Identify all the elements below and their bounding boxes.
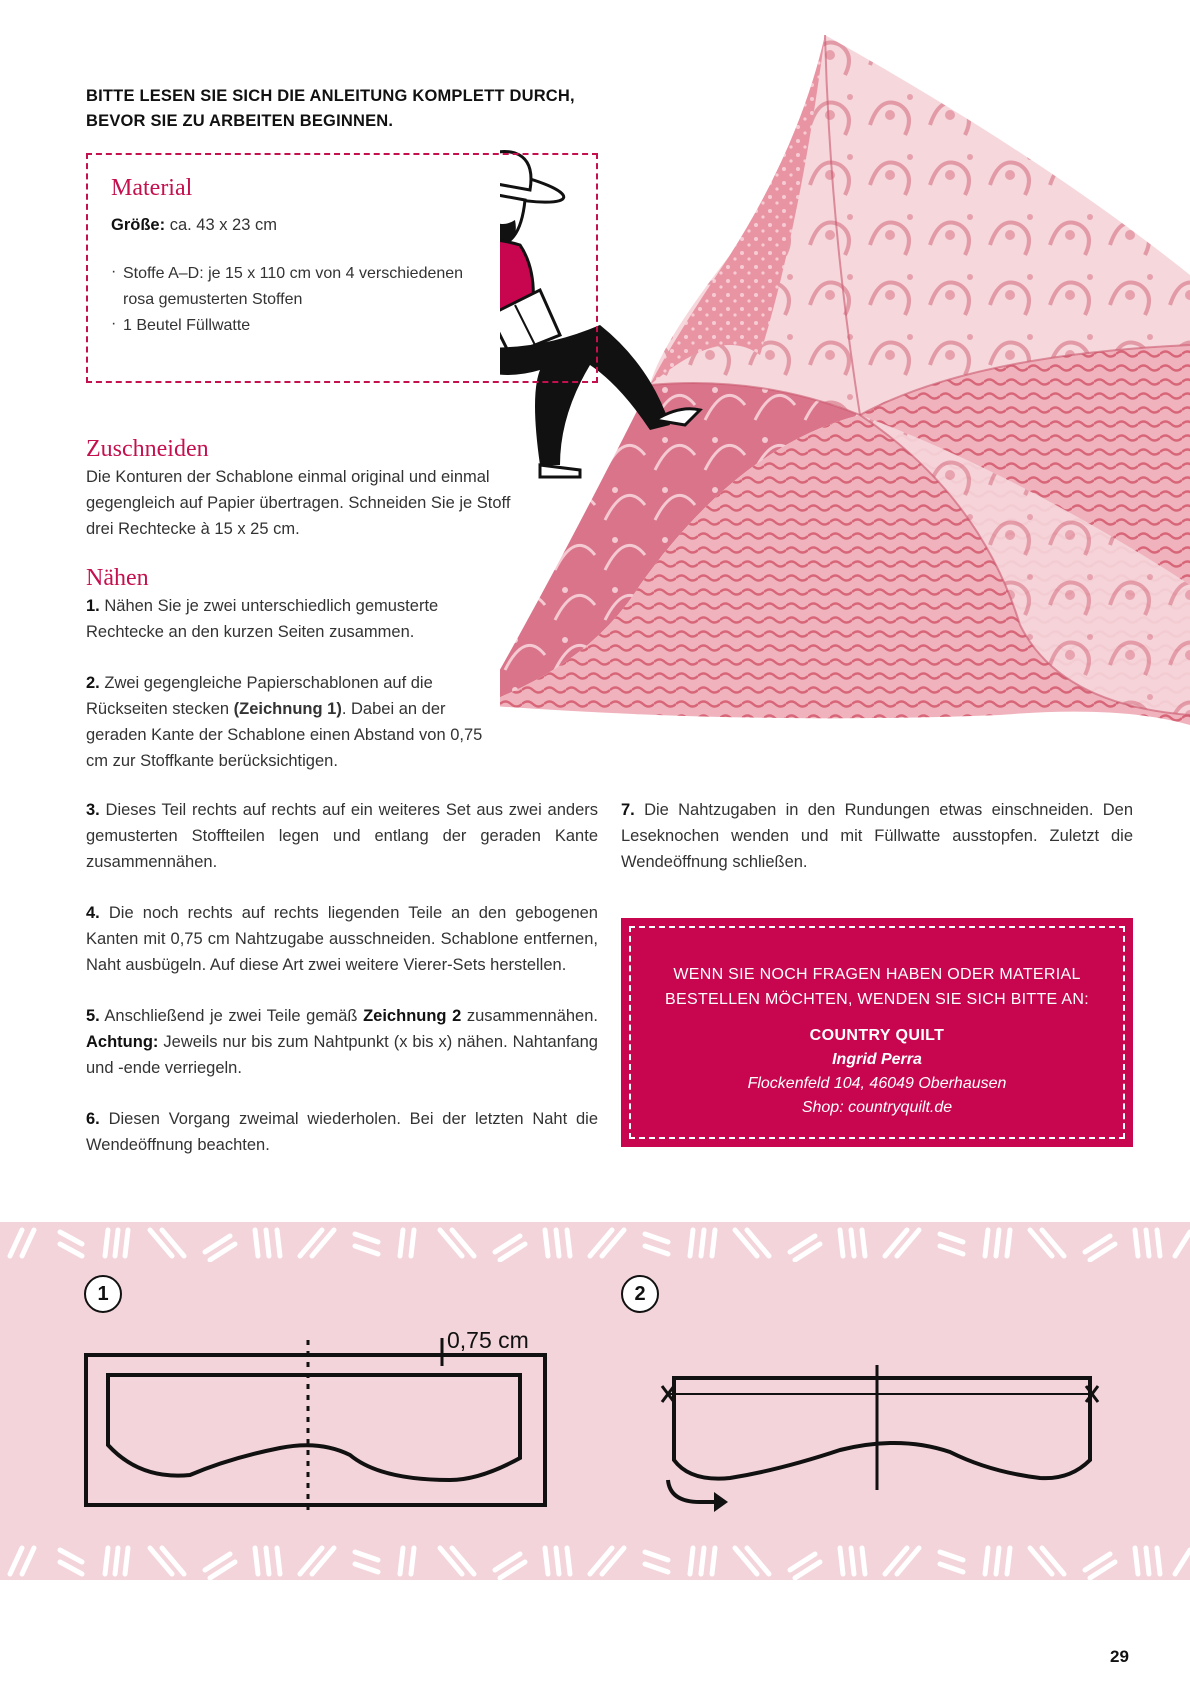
step-5-bold-2: Achtung: <box>86 1033 159 1051</box>
contact-company: COUNTRY QUILT <box>809 1027 945 1044</box>
contact-person: Ingrid Perra <box>832 1051 922 1068</box>
material-list <box>111 261 471 339</box>
step-1-number: 1. <box>86 597 100 615</box>
step-5-bold: Zeichnung 2 <box>363 1007 462 1025</box>
pillow-photo <box>500 25 1190 745</box>
decorative-pattern-band-bottom <box>0 1540 1190 1580</box>
drawing-2-sewing <box>660 1360 1110 1520</box>
step-5-text-a: Anschließend je zwei Teile gemäß <box>104 1007 358 1025</box>
step-4-number: 4. <box>86 904 100 922</box>
contact-question: WENN SIE NOCH FRAGEN HABEN ODER MATERIAL BESTELLEN MÖCHTEN, WENDEN SIE SICH BITTE AN: <box>665 966 1089 1008</box>
contact-address: Flockenfeld 104, 46049 Oberhausen <box>747 1075 1007 1092</box>
step-2-number: 2. <box>86 674 100 692</box>
step-2 <box>86 670 496 774</box>
step-1 <box>86 593 496 645</box>
step-2-text-a: Zwei gegengleiche Papierschablonen auf die Rückseiten stecken <box>86 674 433 718</box>
step-7-number: 7. <box>621 801 635 819</box>
step-6-text: Diesen Vorgang zweimal wiederholen. Bei der letzten Naht die Wendeöffnung beachten. <box>86 1110 598 1154</box>
step-5-text-c: Jeweils nur bis zum Nahtpunkt (x bis x) nähen. Nahtanfang und -ende verriegeln. <box>86 1033 598 1077</box>
step-3-number: 3. <box>86 801 100 819</box>
step-2-text-b: . Dabei an der geraden Kante der Schablone einen Abstand von 0,75 cm zur Stoffkante berücksichtigen. <box>86 700 483 770</box>
naehen-heading: Nähen <box>86 565 149 591</box>
zuschneiden-text: Die Konturen der Schablone einmal original und einmal gegengleich auf Papier übertragen. Schneiden Sie je Stoff drei Rechtecke à 15 x 25 cm. <box>86 468 511 538</box>
material-box <box>86 153 598 383</box>
figure-1-number: 1 <box>84 1275 122 1313</box>
figure-2-number: 2 <box>621 1275 659 1313</box>
decorative-pattern-band-top <box>0 1222 1190 1262</box>
naehen-section <box>86 563 496 774</box>
page-number: 29 <box>1110 1647 1129 1666</box>
size-value: ca. 43 x 23 cm <box>169 216 277 234</box>
drawing-1-template <box>80 1330 560 1520</box>
material-heading: Material <box>111 175 193 201</box>
size-label: Größe: <box>111 216 166 234</box>
zuschneiden-section <box>86 434 516 542</box>
step-1-text: Nähen Sie je zwei unterschiedlich gemusterte Rechtecke an den kurzen Seiten zusammen. <box>86 597 439 641</box>
material-item: · Stoffe A–D: je 15 x 110 cm von 4 verschiedenen rosa gemusterten Stoffen <box>111 261 471 313</box>
step-7-text: Die Nahtzugaben in den Rundungen etwas einschneiden. Den Leseknochen wenden und mit Füllwatte ausstopfen. Zuletzt die Wendeöffnung schließen. <box>621 801 1133 871</box>
step-5-number: 5. <box>86 1007 100 1025</box>
contact-shop[interactable]: Shop: countryquilt.de <box>801 1099 953 1116</box>
size-info <box>111 213 576 237</box>
step-4-text: Die noch rechts auf rechts liegenden Teile an den gebogenen Kanten mit 0,75 cm Nahtzugabe ausschneiden. Schablone entfernen, Naht ausbügeln. Auf diese Art zwei weitere Vierer-Sets herstellen. <box>86 904 598 974</box>
step-3 <box>86 797 598 875</box>
contact-inner <box>629 926 1125 1139</box>
step-6 <box>86 1106 598 1158</box>
intro-line-1: BITTE LESEN SIE SICH DIE ANLEITUNG KOMPLETT DURCH, <box>86 87 575 105</box>
material-item: · 1 Beutel Füllwatte <box>111 313 471 339</box>
step-3-text: Dieses Teil rechts auf rechts auf ein weiteres Set aus zwei anders gemusterten Stoffteilen legen und entlang der geraden Kante zusammennähen. <box>86 801 598 871</box>
contact-box <box>621 918 1133 1147</box>
zuschneiden-heading: Zuschneiden <box>86 436 209 462</box>
step-7 <box>621 797 1133 875</box>
steps-left-column <box>86 797 598 1183</box>
steps-right-column <box>621 797 1133 900</box>
step-5-text-b: zusammennähen. <box>466 1007 598 1025</box>
seam-allowance-label: 0,75 cm <box>447 1327 529 1353</box>
step-4 <box>86 900 598 978</box>
step-6-number: 6. <box>86 1110 100 1128</box>
step-5 <box>86 1003 598 1081</box>
intro-line-2: BEVOR SIE ZU ARBEITEN BEGINNEN. <box>86 112 394 130</box>
step-2-bold: (Zeichnung 1) <box>233 700 342 718</box>
